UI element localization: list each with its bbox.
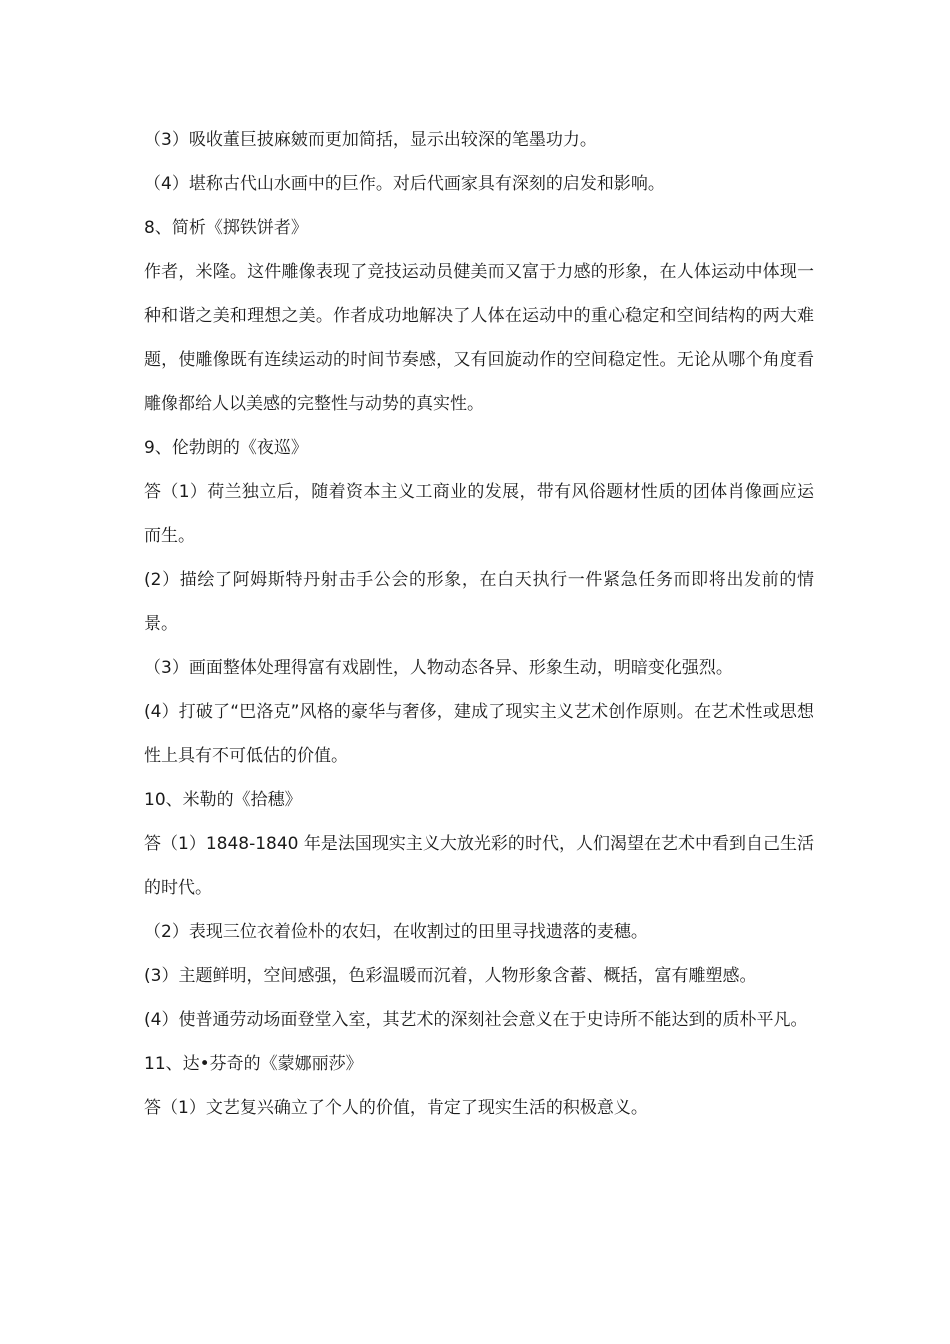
paragraph: (4）打破了“巴洛克”风格的豪华与奢侈，建成了现实主义艺术创作原则。在艺术性或思想性上具有不可低估的价值。	[144, 702, 814, 766]
paragraph: （3）画面整体处理得富有戏剧性，人物动态各异、形象生动，明暗变化强烈。	[144, 658, 733, 678]
paragraph: (4）使普通劳动场面登堂入室，其艺术的深刻社会意义在于史诗所不能达到的质朴平凡。	[144, 1010, 808, 1030]
paragraph: 答（1）文艺复兴确立了个人的价值，肯定了现实生活的积极意义。	[144, 1098, 648, 1118]
section-heading: 10、米勒的《拾穗》	[144, 790, 302, 810]
paragraph: 作者，米隆。这件雕像表现了竞技运动员健美而又富于力感的形象，在人体运动中体现一种和谐之美和理想之美。作者成功地解决了人体在运动中的重心稳定和空间结构的两大难题，使雕像既有连续运动的时间节奏感，又有回旋动作的空间稳定性。无论从哪个角度看雕像都给人以美感的完整性与动势的真实性。	[144, 262, 814, 414]
paragraph: （4）堪称古代山水画中的巨作。对后代画家具有深刻的启发和影响。	[144, 174, 665, 194]
section-heading: 11、达•芬奇的《蒙娜丽莎》	[144, 1054, 363, 1074]
section-heading: 8、简析《掷铁饼者》	[144, 218, 308, 238]
paragraph: （2）表现三位衣着俭朴的农妇，在收割过的田里寻找遗落的麦穗。	[144, 922, 648, 942]
paragraph: (3）主题鲜明，空间感强，色彩温暖而沉着，人物形象含蓄、概括，富有雕塑感。	[144, 966, 757, 986]
section-heading: 9、伦勃朗的《夜巡》	[144, 438, 308, 458]
paragraph: (2）描绘了阿姆斯特丹射击手公会的形象，在白天执行一件紧急任务而即将出发前的情景。	[144, 570, 814, 634]
paragraph: （3）吸收董巨披麻皴而更加简括，显示出较深的笔墨功力。	[144, 130, 597, 150]
paragraph: 答（1）荷兰独立后，随着资本主义工商业的发展，带有风俗题材性质的团体肖像画应运而生。	[144, 482, 814, 546]
paragraph: 答（1）1848-1840 年是法国现实主义大放光彩的时代，人们渴望在艺术中看到自己生活的时代。	[144, 834, 814, 898]
document-body	[144, 118, 814, 1130]
